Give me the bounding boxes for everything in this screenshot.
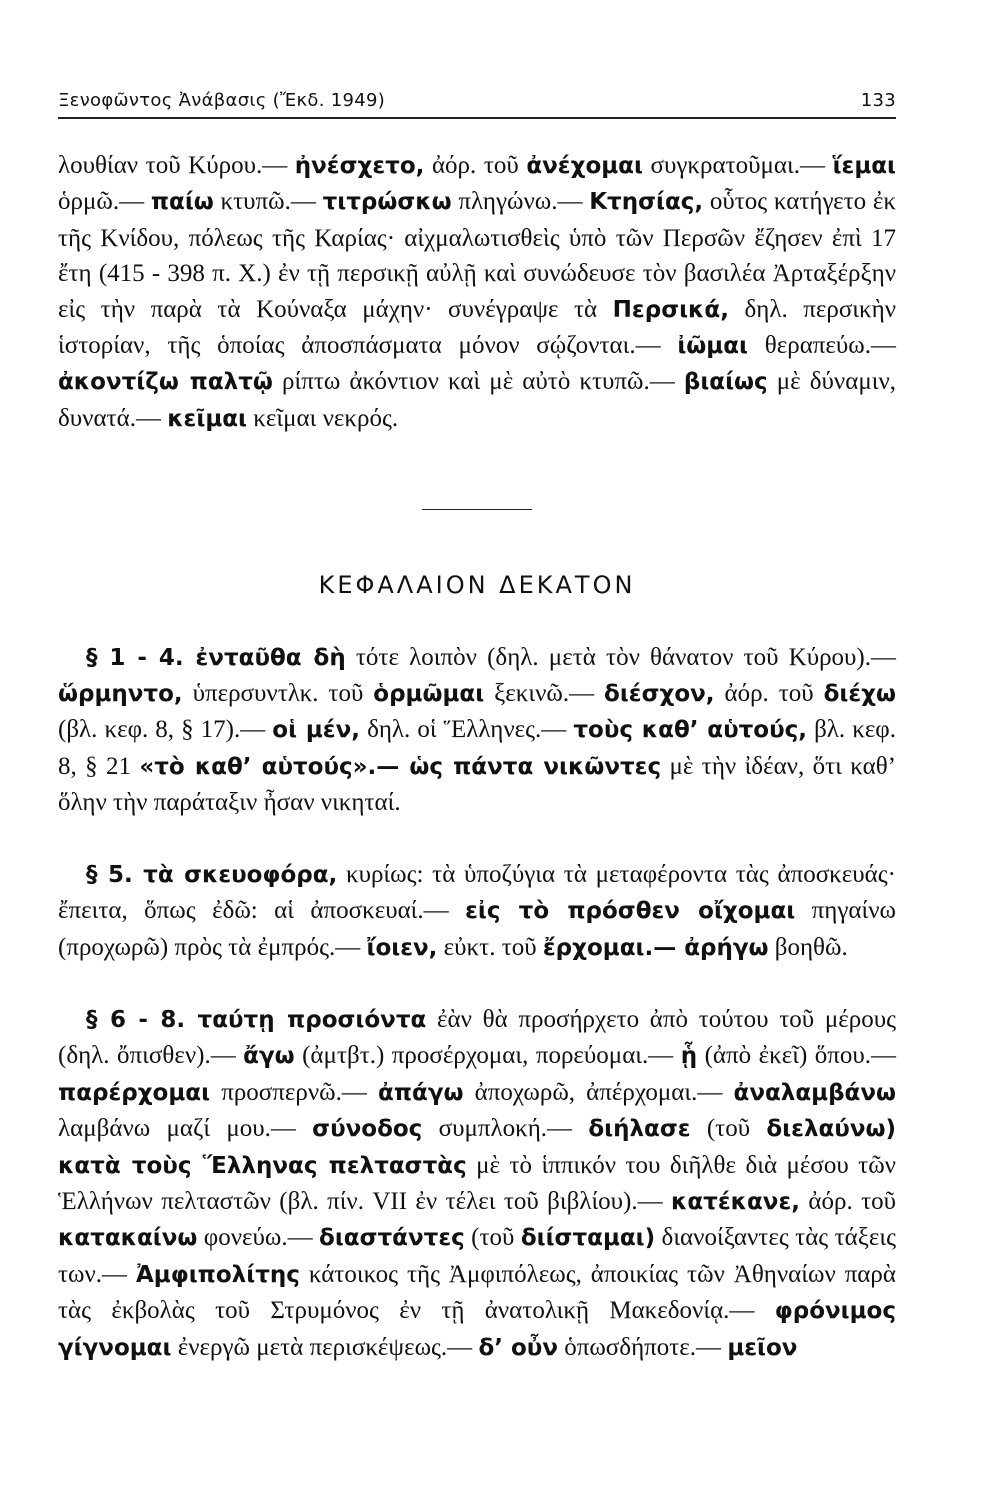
running-header [58,90,896,119]
gloss-text: ἀόρ. τοῦ [424,152,527,179]
lemma-term: διέσχον, [604,681,715,708]
gloss-text: τότε λοιπὸν (δηλ. μετὰ τὸν θάνατον τοῦ Κύρου).— [345,643,896,671]
commentary-section-1-4 [58,640,896,821]
lemma-term: δ’ οὖν [478,1334,558,1361]
lemma-term: βιαίως [683,369,768,396]
lemma-term: διέχω [823,681,896,708]
gloss-text: συμπλοκή.— [422,1115,589,1143]
gloss-text: ἀόρ. τοῦ [714,680,824,708]
commentary-section-5 [58,857,896,966]
lemma-term: ἴοιεν, [366,934,438,961]
gloss-text: φονεύω.— [197,1224,320,1252]
lemma-term: παρέρχομαι [58,1079,211,1106]
gloss-text: ρίπτω ἀκόντιον καὶ μὲ αὐτὸ κτυπῶ.— [272,368,684,396]
chapter-title: ΚΕΦΑΛΑΙΟΝ ΔΕΚΑΤΟΝ [318,571,636,600]
page-body [58,148,896,1366]
gloss-text: (βλ. κεφ. 8, § 17).— [58,716,273,744]
lemma-term: εἰς τὸ πρόσθεν οἴχομαι [465,898,796,925]
gloss-text: λουθίαν τοῦ Κύρου.— [58,152,295,179]
commentary-section-6-8 [58,1002,896,1366]
gloss-text: θεραπεύω.— [747,332,896,360]
page-number: 133 [860,90,896,111]
gloss-text: κεῖμαι νεκρός. [247,404,399,432]
gloss-text: (τοῦ [690,1115,767,1143]
gloss-text: (ἀμτβτ.) προσέρχομαι, πορεύομαι.— [294,1042,681,1070]
lemma-term: ἵεμαι [832,153,897,179]
gloss-text: βλ. κεφ. 8, § 21 [58,716,896,780]
lemma-term: σύνοδος [312,1116,423,1143]
gloss-text: εὐκτ. τοῦ [437,933,543,961]
lemma-term: τιτρώσκω [322,189,452,216]
lemma-term: μεῖον [727,1334,798,1361]
gloss-text: διανοίξαντες τὰς τάξεις των.— [58,1224,897,1288]
gloss-text: λαμβάνω μαζί μου.— [58,1115,313,1143]
gloss-text: ὑπερσυντλκ. τοῦ [182,680,374,708]
gloss-text: ὁπωσδήποτε.— [557,1333,728,1361]
gloss-text: ὁρμῶ.— [58,188,151,216]
gloss-text: ἀποχωρῶ, ἀπέρχομαι.— [463,1078,734,1106]
lemma-term: φρόνιμος γίγνομαι [58,1298,896,1361]
gloss-text: κυρίως: τὰ ὑποζύγια τὰ μεταφέροντα τὰς ἀποσκευάς· ἔπειτα, ὅπως ἐδῶ: αἱ ἀποσκευαί.— [58,860,896,925]
lemma-term: ἔρχομαι.— ἀρήγω [542,934,769,961]
lemma-term: «τὸ καθ’ αὑτούς».— ὡς πάντα νικῶντες [139,753,662,780]
gloss-text: συγκρατοῦμαι.— [642,152,833,179]
gloss-text: ξεκινῶ.— [484,680,605,708]
gloss-text: προσπερνῶ.— [210,1078,379,1106]
lemma-term: § 5. τὰ σκευοφόρα, [86,861,338,888]
gloss-text: δηλ. περσικὴν ἱστορίαν, τῆς ὁποίας ἀποσπάσματα μόνον σῴζονται.— [58,295,896,360]
lemma-term: Κτησίας, [589,189,704,216]
running-title: Ξενοφῶντος Ἀνάβασις (Ἔκδ. 1949) [58,90,386,111]
lemma-term: διαστάντες [319,1225,465,1252]
lemma-term: § 1 - 4. ἐνταῦθα δὴ [86,644,346,671]
commentary-block-1 [58,148,896,437]
lemma-term: παίω [150,189,214,216]
lemma-term: ἀκοντίζω παλτῷ [58,369,273,396]
lemma-term: οἱ μέν, [272,717,361,744]
lemma-term: διήλασε [588,1116,691,1143]
lemma-term: τοὺς καθ’ αὑτούς, [573,717,808,744]
lemma-term: ὥρμηντο, [58,681,183,708]
lemma-term: διίσταμαι) [520,1225,656,1252]
lemma-term: ἀπάγω [378,1079,464,1106]
gloss-text: μὲ τὸ ἱππικόν του διῆλθε διὰ μέσου τῶν Ἑλλήνων πελταστῶν (βλ. πίν. VII ἐν τέλει τοῦ βιβλίου).— [58,1151,896,1215]
lemma-term: ἰῶμαι [677,333,748,360]
gloss-text: κάτοικος τῆς Ἀμφιπόλεως, ἀποικίας τῶν Ἀθηναίων παρὰ τὰς ἐκβολὰς τοῦ Στρυμόνος ἐν τῇ ἀνατολικῇ Μακεδονίᾳ.— [58,1260,896,1325]
lemma-term: § 6 - 8. ταύτῃ προσιόντα [86,1006,427,1033]
gloss-text: μὲ τὴν ἰδέαν, ὅτι καθ’ ὅλην τὴν παράταξιν ἦσαν νικηταί. [58,752,897,817]
lemma-term: ᾗ [680,1043,698,1070]
gloss-text: (ἀπὸ ἐκεῖ) ὅπου.— [697,1042,896,1070]
lemma-term: ἀνέχομαι [526,153,643,179]
gloss-text: δηλ. οἱ Ἕλληνες.— [360,716,574,744]
gloss-text: μὲ δύναμιν, δυνατά.— [58,368,897,432]
gloss-text: ἀόρ. τοῦ [800,1187,896,1215]
section-divider [422,509,532,510]
lemma-term: ἠνέσχετο, [294,153,425,179]
gloss-text: ἐὰν θὰ προσήρχετο ἀπὸ τούτου τοῦ μέρους (δηλ. ὄπισθεν).— [58,1005,897,1070]
gloss-text: πηγαίνω (προχωρῶ) πρὸς τὰ ἐμπρός.— [58,897,896,961]
lemma-term: ἄγω [243,1043,295,1070]
lemma-term: διελαύνω) κατὰ τοὺς Ἕλληνας πελταστὰς [58,1116,896,1179]
lemma-term: Ἀμφιπολίτης [136,1261,300,1288]
gloss-text: οὗτος κατήγετο ἐκ τῆς Κνίδου, πόλεως τῆς Καρίας· αἰχμαλωτισθεὶς ὑπὸ τῶν Περσῶν ἔζησεν ἐπὶ 17 ἔτη (415 - 398 π. Χ.) ἐν τῇ περσικῇ αὐλῇ καὶ συνώδευσε τὸν βασιλέα Ἀρταξέρξην εἰς τὴν παρὰ τὰ Κούναξα μάχην· συνέγραψε τὰ [58,188,897,323]
lemma-term: Περσικά, [612,296,729,323]
gloss-text: (τοῦ [464,1224,521,1252]
lemma-term: ἀναλαμβάνω [733,1079,897,1106]
gloss-text: πληγώνω.— [451,188,590,216]
lemma-term: κατακαίνω [58,1225,198,1252]
gloss-text: ἐνεργῶ μετὰ περισκέψεως.— [171,1333,479,1361]
gloss-text: βοηθῶ. [768,933,848,961]
lemma-term: κατέκανε, [671,1188,800,1215]
gloss-text: κτυπῶ.— [213,188,323,216]
lemma-term: ὁρμῶμαι [373,681,485,708]
lemma-term: κεῖμαι [167,405,248,432]
